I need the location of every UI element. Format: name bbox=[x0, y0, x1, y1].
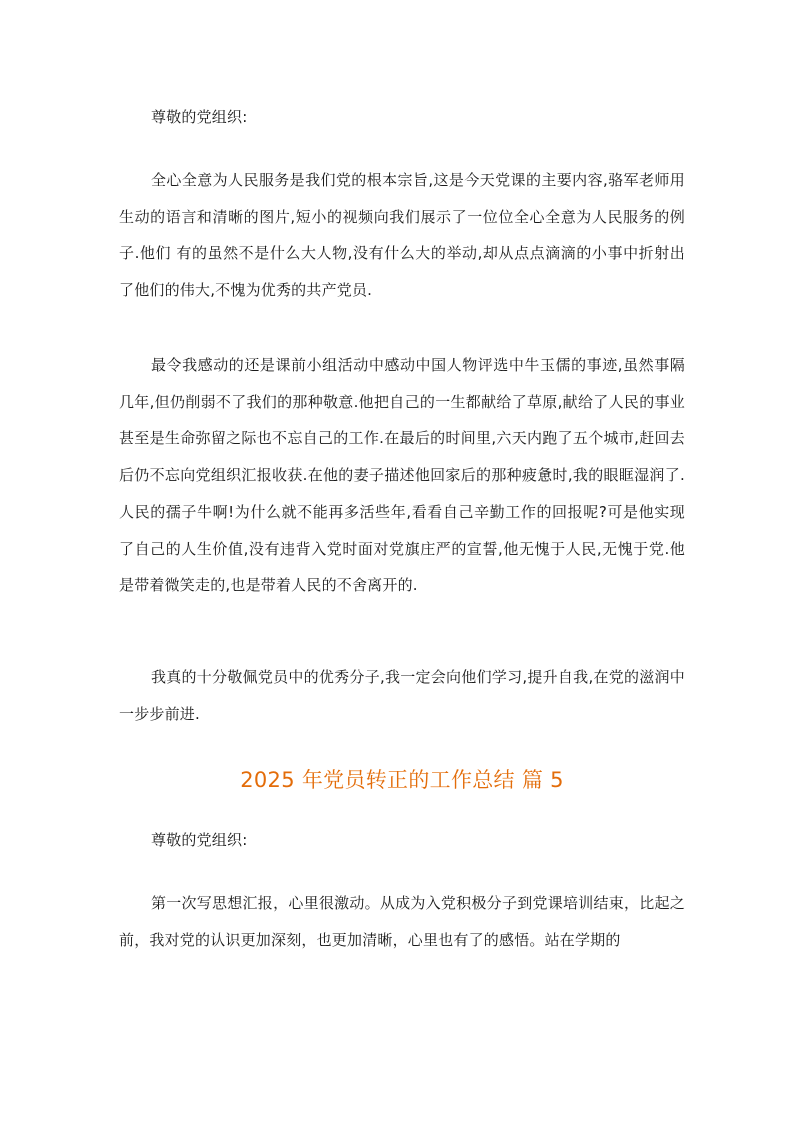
paragraph-1: 全心全意为人民服务是我们党的根本宗旨,这是今天党课的主要内容,骆军老师用生动的语言和清晰的图片,短小的视频向我们展示了一位位全心全意为人民服务的例子.他们 有的虽然不是什么大人物,没有什么大的举动,却从点点滴滴的小事中折射出了他们的伟大,不愧为优秀的共产党员. bbox=[119, 171, 685, 300]
section-heading: 2025 年党员转正的工作总结 篇 5 bbox=[240, 768, 564, 792]
greeting-1-text: 尊敬的党组织: bbox=[151, 108, 248, 126]
paragraph-3: 我真的十分敬佩党员中的优秀分子,我一定会向他们学习,提升自我,在党的滋润中一步步前进. bbox=[119, 668, 685, 723]
greeting-2-text: 尊敬的党组织: bbox=[151, 831, 248, 849]
greeting-1 bbox=[119, 107, 685, 127]
greeting-2 bbox=[119, 830, 685, 850]
paragraph-2: 最令我感动的还是课前小组活动中感动中国人物评选中牛玉儒的事迹,虽然事隔几年,但仍削弱不了我们的那种敬意.他把自己的一生都献给了草原,献给了人民的事业甚至是生命弥留之际也不忘自己的工作.在最后的时间里,六天内跑了五个城市,赶回去后仍不忘向党组织汇报收获.在他的妻子描述他回家后的那种疲惫时,我的眼眶湿润了.人民的孺子牛啊!为什么就不能再多活些年,看看自己辛勤工作的回报呢?可是他实现了自己的人生价值,没有违背入党时面对党旗庄严的宣誓,他无愧于人民,无愧于党.他是带着微笑走的,也是带着人民的不舍离开的. bbox=[119, 356, 685, 595]
paragraph-4: 第一次写思想汇报，心里很激动。从成为入党积极分子到党课培训结束，比起之前，我对党的认识更加深刻，也更加清晰，心里也有了的感悟。站在学期的 bbox=[119, 894, 685, 949]
